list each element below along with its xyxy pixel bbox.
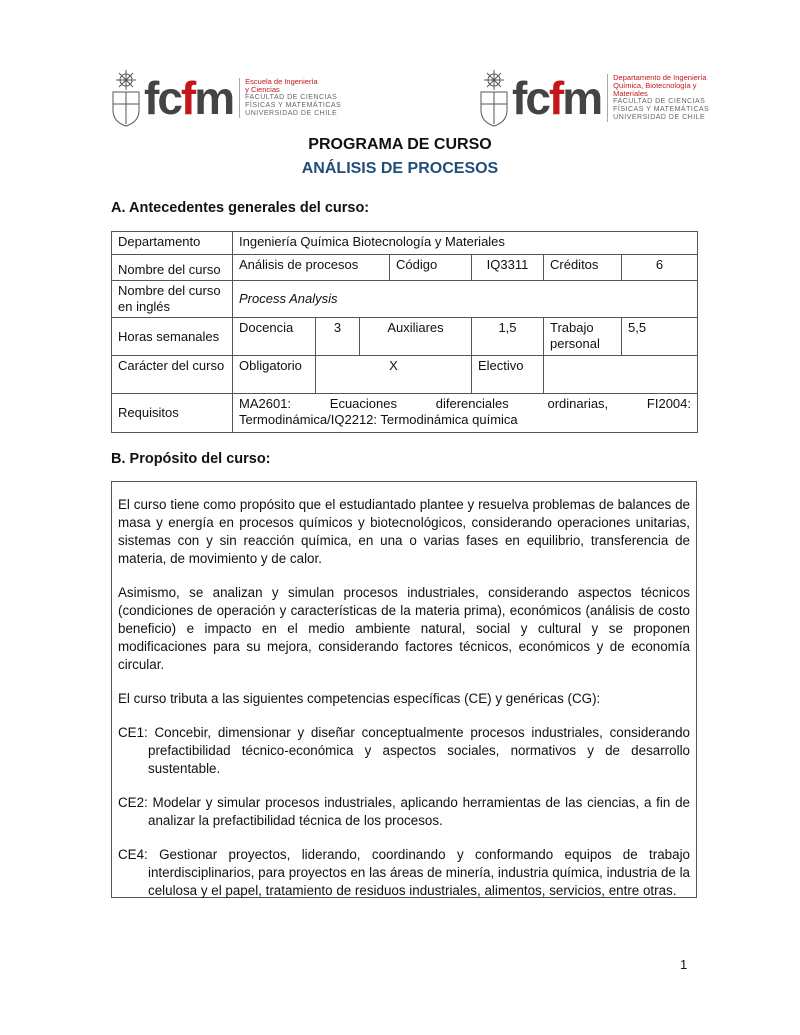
cell-value: 5,5: [622, 318, 698, 356]
cell-value: Análisis de procesos: [233, 255, 390, 281]
competency-item: CE2: Modelar y simular procesos industriales, aplicando herramientas de las ciencias, a fin de analizar la prefactibilidad técnica de los procesos.: [118, 795, 690, 828]
cell-label: Obligatorio: [233, 356, 316, 394]
logo-caption-left: Escuela de Ingeniería y Ciencias FACULTAD DE CIENCIAS FÍSICAS Y MATEMÁTICAS UNIVERSIDAD DE CHILE: [239, 78, 341, 118]
course-title: ANÁLISIS DE PROCESOS: [301, 160, 499, 177]
purpose-paragraph: El curso tiene como propósito que el estudiantado plantee y resuelva problemas de balances de masa y energía en procesos químicos y biotecnológicos, considerando operaciones unitarias, sistemas con y sin reacción química, en una o varias fases en equilibrio, transferencia de materia, de movimiento y de calor.: [118, 497, 690, 566]
competency-item: CE1: Concebir, dimensionar y diseñar conceptualmente procesos industriales, considerando prefactibilidad técnico-económica y aspectos sociales, normativos y de desarrollo sustentable.: [118, 725, 690, 776]
cell-value: MA2601: Ecuaciones diferenciales ordinarias, FI2004: Termodinámica/IQ2212: Termodinámica química: [233, 394, 698, 433]
cell-label: Carácter del curso: [112, 356, 233, 394]
logo-caption-right: Departamento de Ingeniería Química, Biotecnología y Materiales FACULTAD DE CIENCIAS FÍSICAS Y MATEMÁTICAS UNIVERSIDAD DE CHILE: [607, 74, 709, 122]
university-seal-icon: [478, 68, 510, 128]
fcfm-wordmark: fcfm: [512, 72, 602, 124]
table-row: [112, 318, 698, 356]
cell-value: 1,5: [472, 318, 544, 356]
cell-label: Requisitos: [112, 394, 233, 433]
fcfm-logo-left: [110, 66, 341, 130]
purpose-paragraph: El curso tributa a las siguientes competencias específicas (CE) y genéricas (CG):: [118, 691, 601, 706]
purpose-box: [111, 481, 697, 898]
cell-value: [544, 356, 698, 394]
cell-label: Créditos: [544, 255, 622, 281]
cell-label: Auxiliares: [360, 318, 472, 356]
cell-label: Departamento: [112, 232, 233, 255]
cell-value: IQ3311: [472, 255, 544, 281]
cell-value: Ingeniería Química Biotecnología y Materiales: [233, 232, 698, 255]
table-row: [112, 394, 698, 433]
competency-item: CE4: Gestionar proyectos, liderando, coordinando y conformando equipos de trabajo interdisciplinarios, para proyectos en las áreas de minería, industria química, industria de la celulosa y el papel, tratamiento de residuos industriales, alimentos, servicios, entre otras.: [118, 847, 690, 898]
cell-value: X: [316, 356, 472, 394]
table-row: [112, 255, 698, 281]
section-a-heading: A. Antecedentes generales del curso:: [111, 200, 370, 216]
table-row: [112, 281, 698, 318]
purpose-paragraph: Asimismo, se analizan y simulan procesos industriales, considerando aspectos técnicos (condiciones de operación y características de la materia prima), económicos (análisis de costo beneficio) e impacto en el medio ambiente natural, social y cultural y se proponen modificaciones para su mejora, considerando factores técnicos, económicos y de economía circular.: [118, 585, 690, 672]
cell-label: Docencia: [233, 318, 316, 356]
table-row: [112, 232, 698, 255]
cell-value: 6: [622, 255, 698, 281]
cell-value: 3: [316, 318, 360, 356]
document-title: PROGRAMA DE CURSO: [308, 136, 492, 153]
cell-label: Código: [390, 255, 472, 281]
section-b-heading: B. Propósito del curso:: [111, 451, 271, 467]
university-seal-icon: [110, 68, 142, 128]
cell-label: Horas semanales: [112, 318, 233, 356]
cell-label: Trabajo personal: [544, 318, 622, 356]
cell-label: Electivo: [472, 356, 544, 394]
cell-value: Process Analysis: [233, 281, 698, 318]
cell-label: Nombre del curso: [112, 255, 233, 281]
table-row: [112, 356, 698, 394]
fcfm-wordmark: fcfm: [144, 72, 234, 124]
cell-label: Nombre del curso en inglés: [112, 281, 233, 318]
course-info-table: [111, 231, 698, 433]
page-number: 1: [680, 957, 688, 972]
fcfm-logo-right: [478, 66, 709, 130]
